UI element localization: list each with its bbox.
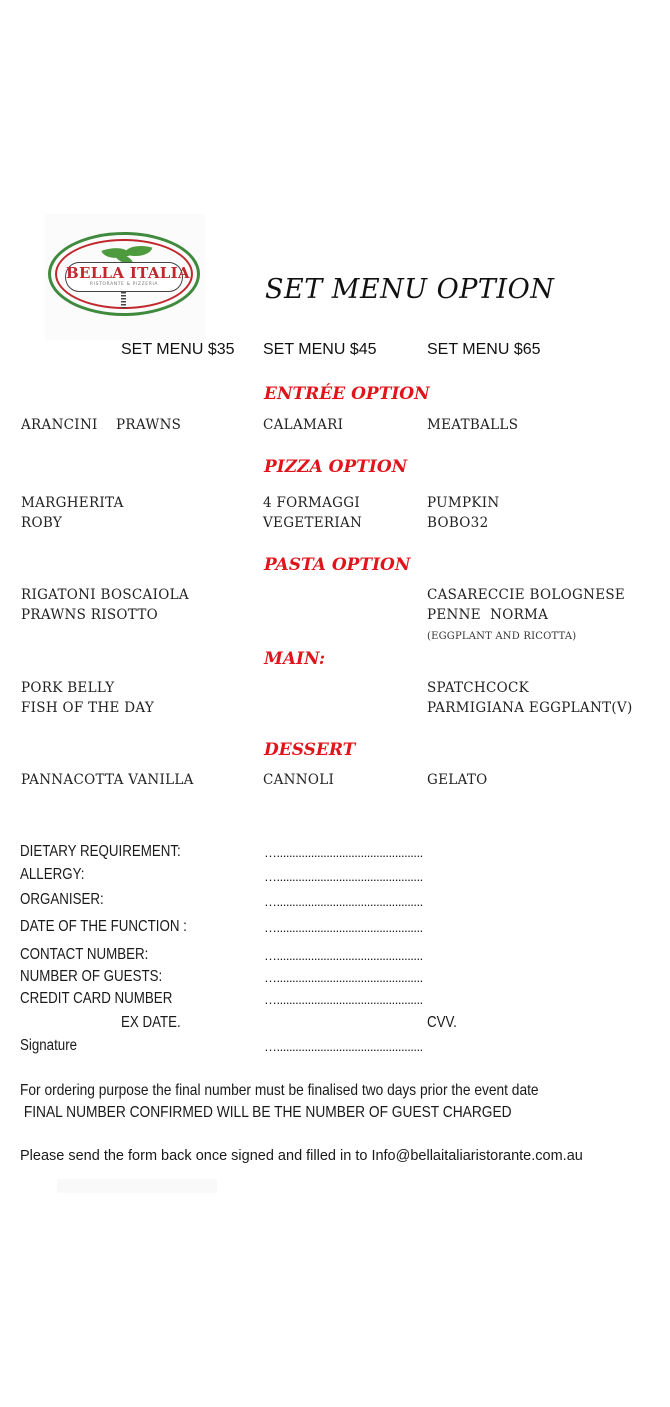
menu-item: GELATO: [427, 772, 488, 788]
menu-item: CANNOLI: [263, 772, 335, 788]
logo-nameplate: [65, 262, 190, 292]
menu-item: ARANCINI PRAWNS: [21, 417, 182, 433]
set-menu-price-35: SET MENU $35: [121, 341, 235, 358]
restaurant-logo: [45, 214, 205, 340]
form-label-guests: NUMBER OF GUESTS:: [20, 968, 163, 985]
faint-placeholder-box: [57, 1179, 217, 1193]
set-menu-price-65: SET MENU $65: [427, 341, 541, 358]
section-heading-dessert: DESSERT: [264, 740, 356, 760]
menu-item: VEGETERIAN: [263, 515, 363, 531]
menu-item: RIGATONI BOSCAIOLA: [21, 587, 189, 603]
page-title: SET MENU OPTION: [265, 274, 555, 305]
logo-subtitle: RISTORANTE & PIZZERIA: [89, 282, 159, 287]
section-heading-pasta: PASTA OPTION: [264, 555, 411, 575]
menu-item: BOBO32: [427, 515, 489, 531]
number-of-guests-field[interactable]: …...............................................: [264, 970, 423, 985]
menu-item: PARMIGIANA EGGPLANT(V): [427, 700, 633, 716]
corkscrew-icon: [121, 292, 126, 308]
section-heading-pizza: PIZZA OPTION: [264, 457, 408, 477]
signature-field[interactable]: …...............................................: [264, 1039, 423, 1054]
menu-item: ROBY: [21, 515, 63, 531]
menu-item-note: (EGGPLANT AND RICOTTA): [427, 631, 577, 642]
allergy-field[interactable]: …...............................................: [264, 869, 423, 884]
organiser-field[interactable]: …...............................................: [264, 894, 423, 909]
form-label-allergy: ALLERGY:: [20, 866, 85, 883]
menu-item: MEATBALLS: [427, 417, 519, 433]
section-heading-main: MAIN:: [264, 649, 326, 669]
dietary-requirement-field[interactable]: …...............................................: [264, 845, 423, 860]
form-label-contact: CONTACT NUMBER:: [20, 946, 149, 963]
credit-card-number-field[interactable]: …...............................................: [264, 992, 423, 1007]
form-label-credit-card: CREDIT CARD NUMBER: [20, 990, 173, 1007]
function-date-field[interactable]: …...............................................: [264, 920, 423, 935]
set-menu-price-45: SET MENU $45: [263, 341, 377, 358]
menu-item: MARGHERITA: [21, 495, 124, 511]
menu-item: CASARECCIE BOLOGNESE: [427, 587, 626, 603]
menu-item: PRAWNS RISOTTO: [21, 607, 159, 623]
form-label-date: DATE OF THE FUNCTION :: [20, 918, 187, 935]
form-label-signature: Signature: [20, 1037, 78, 1054]
ordering-note: For ordering purpose the final number must be finalised two days prior the event date: [20, 1082, 539, 1099]
send-form-instruction: Please send the form back once signed and filled in to Info@bellaitaliaristorante.com.au: [20, 1148, 583, 1164]
final-number-note: FINAL NUMBER CONFIRMED WILL BE THE NUMBER OF GUEST CHARGED: [20, 1104, 512, 1121]
logo-name: BELLA ITALIA: [66, 264, 190, 282]
menu-item: PANNACOTTA VANILLA: [21, 772, 194, 788]
section-heading-entree: ENTRÉE OPTION: [264, 384, 430, 404]
menu-item: PENNE NORMA: [427, 607, 549, 623]
menu-item: CALAMARI: [263, 417, 344, 433]
form-label-organiser: ORGANISER:: [20, 891, 104, 908]
form-label-cvv: CVV.: [427, 1014, 457, 1031]
menu-item: SPATCHCOCK: [427, 680, 530, 696]
form-label-dietary: DIETARY REQUIREMENT:: [20, 843, 181, 860]
menu-item: PORK BELLY: [21, 680, 115, 696]
menu-item: PUMPKIN: [427, 495, 500, 511]
contact-number-field[interactable]: …...............................................: [264, 948, 423, 963]
menu-item: FISH OF THE DAY: [21, 700, 155, 716]
form-label-ex-date: EX DATE.: [121, 1014, 181, 1031]
menu-item: 4 FORMAGGI: [263, 495, 360, 511]
